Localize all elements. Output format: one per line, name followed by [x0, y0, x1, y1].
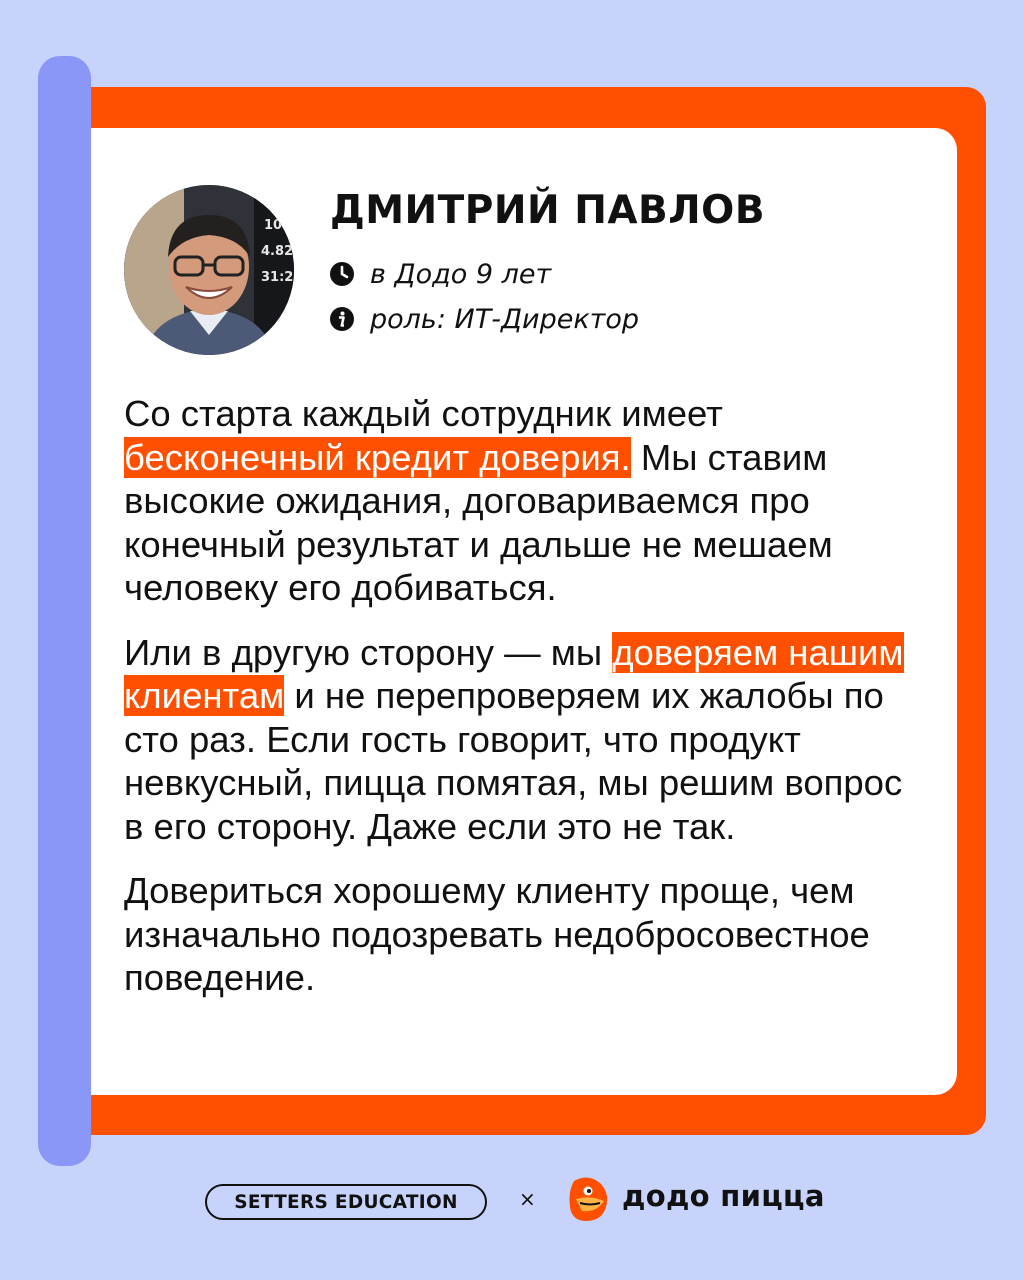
role-row [328, 302, 639, 336]
role-text: роль: ИТ-Директор [370, 303, 640, 335]
partner-badge: SETTERS EDUCATION [205, 1184, 487, 1220]
quote-text: Мы ставим высокие ожидания, договариваемся про конечный результат и дальше не мешаем человеку его добиваться. [124, 436, 833, 608]
clock-icon [328, 260, 356, 288]
quote-paragraph-1 [124, 392, 924, 610]
person-name: ДМИТРИЙ ПАВЛОВ [330, 188, 766, 233]
svg-text:10: 10 [264, 218, 283, 233]
highlight-text: бесконечный кредит доверия. [124, 436, 631, 478]
footer [0, 1165, 1024, 1235]
quote-text: Или в другую сторону — мы [124, 631, 613, 673]
svg-text:31:2: 31:2 [261, 270, 294, 285]
info-icon [328, 305, 356, 333]
avatar [124, 185, 294, 355]
quote-paragraph-2 [124, 631, 924, 849]
quote-text: и не перепроверяем их жалобы по сто раз. Если гость говорит, что продукт невкусный, пицца помятая, мы решим вопрос в его сторону. Даже если это не так. [124, 675, 903, 847]
quote-body [124, 392, 924, 1021]
highlight-text: доверяем нашим клиентам [124, 631, 904, 716]
dodo-bird-icon [566, 1175, 612, 1225]
quote-paragraph-3: Довериться хорошему клиенту проще, чем изначально подозревать недобросовестное поведение. [124, 870, 870, 998]
quote-text: Со старта каждый сотрудник имеет [124, 393, 723, 434]
side-accent-bar [38, 56, 91, 1166]
svg-text:4.82: 4.82 [261, 244, 294, 259]
separator: × [519, 1187, 536, 1211]
tenure-text: в Додо 9 лет [370, 258, 552, 290]
tenure-row [328, 257, 551, 291]
brand-name: додо пицца [622, 1179, 825, 1213]
